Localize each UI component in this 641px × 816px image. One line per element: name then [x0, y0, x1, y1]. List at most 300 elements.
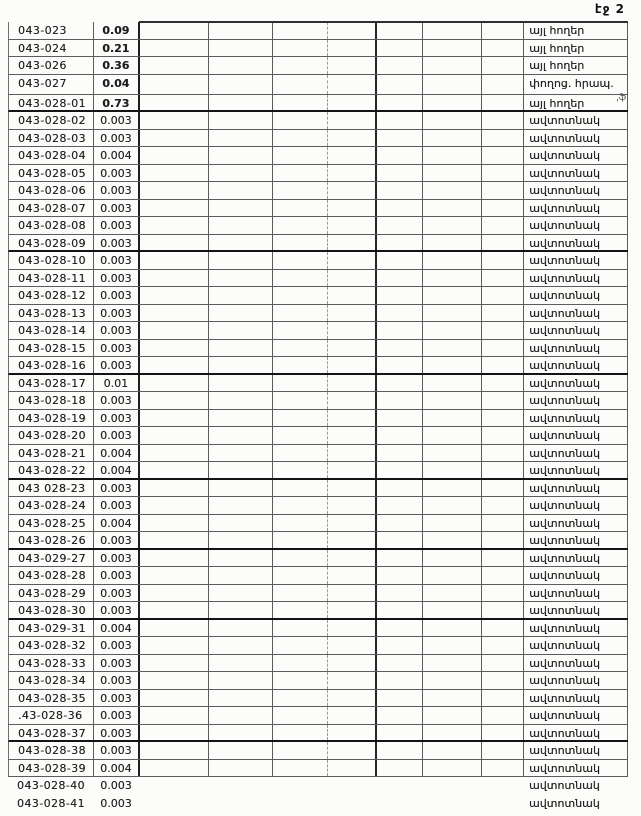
empty-cell [209, 57, 273, 74]
empty-cell [328, 57, 377, 74]
empty-cell [377, 585, 423, 602]
parcel-code-cell: 043-028-26 [9, 532, 94, 548]
empty-cell [328, 567, 377, 584]
empty-cell [328, 112, 377, 129]
stray-mark: ,ֆ [615, 92, 627, 104]
empty-cell [209, 112, 273, 129]
table-row [8, 92, 628, 113]
empty-cell [209, 270, 273, 287]
area-value-cell: 0.003 [94, 480, 140, 497]
empty-cell [209, 182, 273, 199]
area-value-cell: 0.003 [94, 130, 140, 147]
parcel-code-cell: 043-028-16 [9, 357, 94, 373]
empty-cell [273, 40, 329, 57]
empty-cell [482, 707, 524, 724]
empty-cell [140, 445, 209, 462]
table-row [8, 112, 628, 130]
area-value-cell: 0.003 [94, 235, 140, 251]
empty-cell [482, 532, 524, 548]
empty-cell [482, 445, 524, 462]
empty-cell [377, 147, 423, 164]
landuse-label-cell: ավտոտնակ [524, 410, 628, 427]
area-value-cell: 0.003 [94, 637, 140, 654]
area-value-cell: 0.003 [94, 532, 140, 548]
empty-cell [273, 637, 329, 654]
empty-cell [482, 725, 524, 741]
parcel-code-cell: 043-028-35 [9, 690, 94, 707]
empty-cell [328, 75, 377, 94]
empty-cell [423, 200, 482, 217]
table-row [8, 130, 628, 148]
empty-cell [482, 760, 524, 777]
empty-cell [377, 340, 423, 357]
empty-cell [377, 515, 423, 532]
empty-cell [209, 392, 273, 409]
parcel-code-cell: 043-028-22 [9, 462, 94, 478]
empty-cell [423, 637, 482, 654]
empty-cell [208, 795, 272, 813]
empty-cell [328, 480, 377, 497]
empty-cell [423, 515, 482, 532]
empty-cell [482, 690, 524, 707]
parcel-code-cell: 043-027 [9, 75, 94, 94]
area-value-cell: 0.003 [94, 182, 140, 199]
table-row [8, 22, 628, 40]
empty-cell [140, 182, 209, 199]
empty-cell [273, 497, 329, 514]
empty-cell [423, 392, 482, 409]
empty-cell [273, 22, 329, 39]
area-value-cell: 0.04 [94, 75, 140, 94]
parcel-code-cell: 043-028-19 [9, 410, 94, 427]
empty-cell [328, 725, 377, 741]
empty-cell [482, 357, 524, 373]
landuse-label-cell: ավտոտնակ [524, 165, 628, 182]
empty-cell [328, 182, 377, 199]
empty-cell [140, 130, 209, 147]
table-row [8, 480, 628, 498]
empty-cell [209, 40, 273, 57]
parcel-code-cell: 043-023 [9, 22, 94, 39]
empty-cell [209, 550, 273, 567]
empty-cell [273, 445, 329, 462]
empty-cell [273, 322, 329, 339]
empty-cell [209, 655, 273, 672]
empty-cell [140, 375, 209, 392]
empty-cell [482, 515, 524, 532]
empty-cell [209, 200, 273, 217]
empty-cell [328, 462, 377, 478]
empty-cell [272, 795, 328, 813]
table-row [8, 567, 628, 585]
table-row [8, 725, 628, 743]
table-row [8, 75, 628, 95]
area-value-cell: 0.004 [94, 445, 140, 462]
empty-cell [209, 252, 273, 269]
empty-cell [140, 515, 209, 532]
empty-cell [273, 567, 329, 584]
empty-cell [377, 392, 423, 409]
empty-cell [377, 550, 423, 567]
empty-cell [328, 252, 377, 269]
empty-cell [209, 620, 273, 637]
empty-cell [328, 532, 377, 548]
landuse-label-cell: ավտոտնակ [524, 480, 628, 497]
empty-cell [140, 690, 209, 707]
empty-cell [423, 112, 482, 129]
empty-cell [140, 340, 209, 357]
parcel-code-cell: 043-028-39 [9, 760, 94, 777]
empty-cell [377, 305, 423, 322]
area-value-cell: 0.003 [94, 270, 140, 287]
landuse-label-cell: ավտոտնակ [524, 637, 628, 654]
empty-cell [482, 655, 524, 672]
empty-cell [377, 130, 423, 147]
area-value-cell: 0.36 [94, 57, 140, 74]
empty-cell [377, 75, 423, 94]
landuse-label-cell: ավտոտնակ [524, 427, 628, 444]
empty-cell [273, 742, 329, 759]
parcel-code-cell: 043-028-05 [9, 165, 94, 182]
empty-cell [139, 795, 208, 813]
parcel-code-cell: 043-029-31 [9, 620, 94, 637]
empty-cell [423, 445, 482, 462]
landuse-label-cell: ավտոտնակ [524, 375, 628, 392]
landuse-label-cell: ավտոտնակ [524, 445, 628, 462]
empty-cell [328, 217, 377, 234]
empty-cell [423, 602, 482, 618]
parcel-code-cell: 043-028-03 [9, 130, 94, 147]
area-value-cell: 0.003 [94, 287, 140, 304]
landuse-label-cell: ավտոտնակ [524, 497, 628, 514]
empty-cell [140, 357, 209, 373]
landuse-label-cell: փողոց. հրապ. [524, 75, 628, 94]
empty-cell [209, 445, 273, 462]
empty-cell [328, 602, 377, 618]
empty-cell [209, 75, 273, 94]
area-value-cell: 0.003 [94, 567, 140, 584]
empty-cell [482, 182, 524, 199]
area-value-cell: 0.003 [94, 305, 140, 322]
empty-cell [140, 410, 209, 427]
empty-cell [482, 147, 524, 164]
empty-cell [328, 760, 377, 777]
empty-cell [482, 252, 524, 269]
empty-cell [209, 602, 273, 618]
area-value-cell: 0.09 [94, 22, 140, 39]
empty-cell [328, 357, 377, 373]
empty-cell [377, 322, 423, 339]
empty-cell [140, 707, 209, 724]
empty-cell [273, 602, 329, 618]
parcel-code-cell: 043-028-09 [9, 235, 94, 251]
empty-cell [140, 532, 209, 548]
empty-cell [273, 112, 329, 129]
empty-cell [140, 392, 209, 409]
empty-cell [328, 95, 377, 111]
landuse-label-cell: այլ հողեր [524, 40, 628, 57]
empty-cell [482, 305, 524, 322]
empty-cell [377, 567, 423, 584]
empty-cell [328, 690, 377, 707]
landuse-label-cell: ավտոտնակ [529, 779, 600, 792]
empty-cell [482, 112, 524, 129]
table-row [8, 462, 628, 480]
parcel-code-cell: .43-028-36 [9, 707, 94, 724]
area-value-cell: 0.003 [94, 655, 140, 672]
empty-cell [423, 147, 482, 164]
empty-cell [423, 75, 482, 94]
empty-cell [423, 410, 482, 427]
area-value-cell: 0.003 [94, 707, 140, 724]
empty-cell [273, 392, 329, 409]
empty-cell [209, 760, 273, 777]
empty-cell [482, 22, 524, 39]
empty-cell [377, 637, 423, 654]
empty-cell [377, 217, 423, 234]
empty-cell [482, 585, 524, 602]
empty-cell [423, 305, 482, 322]
table-row [8, 270, 628, 288]
empty-cell [377, 40, 423, 57]
empty-cell [328, 707, 377, 724]
table-row [8, 287, 628, 305]
parcel-code-cell: 043-028-38 [9, 742, 94, 759]
empty-cell [140, 95, 209, 111]
empty-cell [482, 620, 524, 637]
empty-cell [377, 532, 423, 548]
empty-cell [209, 672, 273, 689]
land-parcel-table [8, 22, 628, 812]
empty-cell [423, 742, 482, 759]
empty-cell [377, 252, 423, 269]
empty-cell [482, 200, 524, 217]
table-row [8, 550, 628, 568]
empty-cell [482, 270, 524, 287]
table-row [8, 375, 628, 393]
table-row [8, 655, 628, 673]
parcel-code-cell: 043-028-20 [9, 427, 94, 444]
empty-cell [209, 410, 273, 427]
empty-cell [328, 427, 377, 444]
empty-cell [423, 95, 482, 111]
empty-cell [423, 217, 482, 234]
empty-cell [328, 637, 377, 654]
landuse-label-cell: ավտոտնակ [524, 217, 628, 234]
empty-cell [328, 777, 377, 795]
empty-cell [377, 445, 423, 462]
landuse-label-cell: ավտոտնակ [524, 655, 628, 672]
empty-cell [423, 57, 482, 74]
empty-cell [140, 57, 209, 74]
empty-cell [209, 340, 273, 357]
empty-cell [209, 532, 273, 548]
landuse-label-cell: ավտոտնակ [524, 252, 628, 269]
empty-cell [482, 480, 524, 497]
parcel-code-cell: 043-028-24 [9, 497, 94, 514]
landuse-label-cell: ավտոտնակ [524, 707, 628, 724]
area-value-cell: 0.01 [94, 375, 140, 392]
table-row [8, 690, 628, 708]
parcel-code-cell: 043-028-28 [9, 567, 94, 584]
empty-cell [140, 40, 209, 57]
empty-cell [209, 165, 273, 182]
empty-cell [140, 602, 209, 618]
empty-cell [377, 707, 423, 724]
area-value-cell: 0.003 [94, 585, 140, 602]
empty-cell [273, 585, 329, 602]
parcel-code-cell: 043-028-29 [9, 585, 94, 602]
empty-cell [328, 200, 377, 217]
parcel-code-cell: 043-028-17 [9, 375, 94, 392]
empty-cell [423, 462, 482, 478]
empty-cell [423, 22, 482, 39]
empty-cell [377, 112, 423, 129]
table-row [8, 217, 628, 235]
empty-cell [273, 130, 329, 147]
empty-cell [328, 445, 377, 462]
landuse-label-cell: ավտոտնակ [524, 760, 628, 777]
area-value-cell: 0.003 [94, 602, 140, 618]
empty-cell [140, 165, 209, 182]
empty-cell [328, 410, 377, 427]
empty-cell [209, 130, 273, 147]
empty-cell [140, 427, 209, 444]
empty-cell [377, 427, 423, 444]
empty-cell [482, 742, 524, 759]
table-row [8, 637, 628, 655]
area-value-cell: 0.004 [94, 147, 140, 164]
empty-cell [273, 235, 329, 251]
area-value-cell: 0.003 [94, 725, 140, 741]
empty-cell [209, 287, 273, 304]
table-row [8, 585, 628, 603]
empty-cell [423, 690, 482, 707]
table-row [8, 165, 628, 183]
empty-cell [482, 95, 524, 111]
empty-cell [328, 235, 377, 251]
empty-cell [140, 462, 209, 478]
landuse-label-cell: ավտոտնակ [524, 585, 628, 602]
empty-cell [209, 567, 273, 584]
empty-cell [482, 340, 524, 357]
area-value-cell: 0.73 [94, 95, 140, 111]
empty-cell [377, 690, 423, 707]
landuse-label-cell: ավտոտնակ [524, 550, 628, 567]
area-value-cell: 0.003 [94, 217, 140, 234]
empty-cell [328, 655, 377, 672]
landuse-label-cell: ավտոտնակ [524, 305, 628, 322]
empty-cell [209, 462, 273, 478]
empty-cell [273, 305, 329, 322]
empty-cell [140, 480, 209, 497]
area-value-cell: 0.003 [94, 742, 140, 759]
landuse-label-cell: ավտոտնակ [524, 462, 628, 478]
table-row [8, 672, 628, 690]
parcel-code-cell: 043-028-34 [9, 672, 94, 689]
empty-cell [377, 270, 423, 287]
table-row [8, 252, 628, 270]
area-value-cell: 0.003 [94, 672, 140, 689]
empty-cell [209, 515, 273, 532]
empty-cell [377, 357, 423, 373]
empty-cell [140, 637, 209, 654]
landuse-label-cell: ավտոտնակ [524, 287, 628, 304]
empty-cell [423, 725, 482, 741]
landuse-label-cell: ավտոտնակ [524, 357, 628, 373]
empty-cell [328, 795, 377, 813]
landuse-label-cell: ավտոտնակ [524, 147, 628, 164]
parcel-code-cell: 043-028-40 [17, 779, 85, 792]
empty-cell [423, 497, 482, 514]
empty-cell [140, 305, 209, 322]
parcel-code-cell: 043-029-27 [9, 550, 94, 567]
table-row [8, 410, 628, 428]
empty-cell [423, 40, 482, 57]
empty-cell [273, 95, 329, 111]
empty-cell [328, 270, 377, 287]
empty-cell [377, 165, 423, 182]
empty-cell [140, 147, 209, 164]
empty-cell [377, 655, 423, 672]
parcel-code-cell: 043-028-41 [17, 796, 85, 810]
empty-cell [273, 620, 329, 637]
empty-cell [482, 40, 524, 57]
parcel-code-cell: 043-028-32 [9, 637, 94, 654]
area-value-cell: 0.003 [94, 392, 140, 409]
empty-cell [423, 777, 482, 795]
empty-cell [273, 375, 329, 392]
landuse-label-cell: ավտոտնակ [524, 567, 628, 584]
empty-cell [328, 22, 377, 39]
empty-cell [209, 480, 273, 497]
empty-cell [377, 742, 423, 759]
empty-cell [482, 462, 524, 478]
empty-cell [209, 585, 273, 602]
table-row [8, 305, 628, 323]
empty-cell [140, 620, 209, 637]
empty-cell [273, 252, 329, 269]
table-row [8, 602, 628, 620]
area-value-cell: 0.003 [94, 357, 140, 373]
empty-cell [140, 672, 209, 689]
empty-cell [140, 200, 209, 217]
empty-cell [482, 497, 524, 514]
empty-cell [209, 725, 273, 741]
empty-cell [423, 532, 482, 548]
landuse-label-cell: ավտոտնակ [524, 322, 628, 339]
empty-cell [140, 725, 209, 741]
empty-cell [209, 22, 273, 39]
table-row [8, 340, 628, 358]
empty-cell [377, 22, 423, 39]
table-row [8, 427, 628, 445]
table-row [8, 40, 628, 58]
parcel-code-cell: 043-028-06 [9, 182, 94, 199]
empty-cell [328, 40, 377, 57]
empty-cell [328, 620, 377, 637]
area-value-cell: 0.003 [94, 690, 140, 707]
empty-cell [140, 655, 209, 672]
parcel-code-cell: 043-028-11 [9, 270, 94, 287]
empty-cell [273, 655, 329, 672]
landuse-label-cell: ավտոտնակ [524, 532, 628, 548]
empty-cell [377, 725, 423, 741]
table-row [8, 322, 628, 340]
empty-cell [209, 95, 273, 111]
empty-cell [273, 672, 329, 689]
empty-cell [209, 707, 273, 724]
